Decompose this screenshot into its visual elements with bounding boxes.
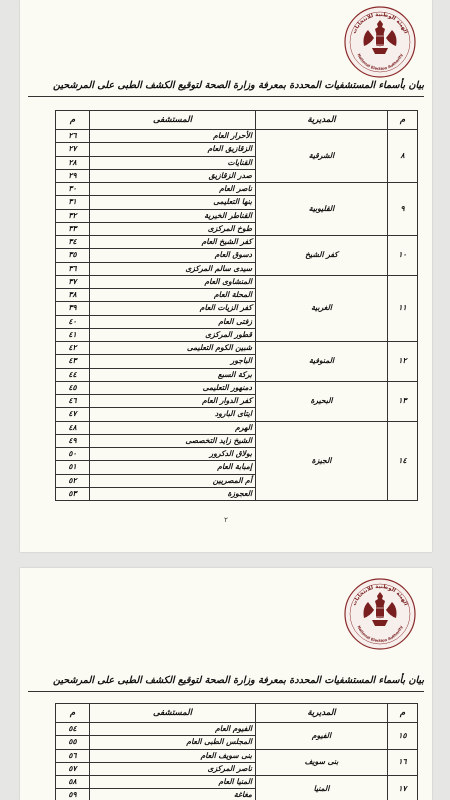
svg-text:National Election Authority: National Election Authority [356,52,404,72]
hospital-number-cell: ٥١ [56,461,90,474]
hospital-number-cell: ٥٩ [56,789,90,800]
table-body [56,130,418,501]
svg-text:الهيئة الوطنية للانتخابات: الهيئة الوطنية للانتخابات [351,11,409,35]
hospital-number-cell: ٥٧ [56,762,90,775]
table-row [56,342,418,355]
table-body [56,723,418,800]
hospital-name-cell: ناصر العام [90,183,256,196]
hospital-number-cell: ٢٩ [56,169,90,182]
group-number-cell: ٨ [388,130,418,183]
hospital-name-cell: طوخ المركزى [90,222,256,235]
group-number-cell: ١٢ [388,342,418,382]
eagle-seal-icon [338,572,422,656]
hospital-number-cell: ٣٠ [56,183,90,196]
hospital-number-cell: ٤٣ [56,355,90,368]
table-row [56,776,418,789]
hospital-name-cell: شبين الكوم التعليمى [90,342,256,355]
hospital-name-cell: العجوزة [90,487,256,500]
header-directorate: المديرية [256,704,388,723]
directorate-cell: المنوفية [256,342,388,382]
hospital-number-cell: ٥٤ [56,723,90,736]
hospital-name-cell: بركة السبع [90,368,256,381]
eagle-seal-icon [338,0,422,84]
directorate-cell: الجيزة [256,421,388,501]
hospital-name-cell: المحلة العام [90,289,256,302]
hospital-name-cell: الباجور [90,355,256,368]
document-page-2 [20,568,432,800]
hospital-number-cell: ٣٨ [56,289,90,302]
hospital-number-cell: ٢٦ [56,130,90,143]
hospital-number-cell: ٥٣ [56,487,90,500]
directorate-cell: القليوبية [256,183,388,236]
hospital-name-cell: المجلس الطبى العام [90,736,256,749]
hospital-number-cell: ٤٦ [56,395,90,408]
header-number: م [56,111,90,130]
directorate-cell: البحيرة [256,381,388,421]
directorate-cell: الشرقية [256,130,388,183]
hospital-name-cell: بولاق الدكرور [90,448,256,461]
hospital-number-cell: ٤٠ [56,315,90,328]
election-authority-logo [338,0,422,84]
table-row [56,381,418,394]
header-directorate: المديرية [256,111,388,130]
hospital-name-cell: إمبابة العام [90,461,256,474]
table-row [56,275,418,288]
hospital-name-cell: بنها التعليمى [90,196,256,209]
hospital-number-cell: ٣٥ [56,249,90,262]
group-number-cell: ١٣ [388,381,418,421]
group-number-cell: ١٦ [388,749,418,776]
hospital-number-cell: ٤٨ [56,421,90,434]
hospital-name-cell: سيدى سالم المركزى [90,262,256,275]
hospital-name-cell: أم المصريين [90,474,256,487]
hospital-name-cell: القنايات [90,156,256,169]
hospital-name-cell: القناطر الخيرية [90,209,256,222]
hospital-number-cell: ٥٨ [56,776,90,789]
table-row [56,723,418,736]
hospital-name-cell: صدر الزقازيق [90,169,256,182]
hospital-number-cell: ٤١ [56,328,90,341]
hospital-number-cell: ٣١ [56,196,90,209]
table-header-row [56,111,418,130]
hospital-name-cell: كفر الشيخ العام [90,236,256,249]
hospital-name-cell: الفيوم العام [90,723,256,736]
hospital-number-cell: ٢٨ [56,156,90,169]
hospital-number-cell: ٣٣ [56,222,90,235]
directorate-cell: بنى سويف [256,749,388,776]
hospital-number-cell: ٣٢ [56,209,90,222]
hospital-name-cell: ناصر المركزى [90,762,256,775]
table-header-row [56,704,418,723]
document-title: بيان بأسماء المستشفيات المحددة بمعرفة وزارة الصحة لتوقيع الكشف الطبى على المرشحين [53,675,424,686]
table-row [56,130,418,143]
hospital-number-cell: ٢٧ [56,143,90,156]
hospital-name-cell: دسوق العام [90,249,256,262]
hospital-name-cell: الأحرار العام [90,130,256,143]
hospitals-table [55,110,418,501]
hospital-number-cell: ٣٩ [56,302,90,315]
group-number-cell: ١٥ [388,723,418,750]
hospital-name-cell: مغاغة [90,789,256,800]
hospital-name-cell: دمنهور التعليمى [90,381,256,394]
group-number-cell: ١٤ [388,421,418,501]
group-number-cell: ١١ [388,275,418,341]
svg-text:National Election Authority: National Election Authority [356,624,404,644]
header-index: م [388,704,418,723]
directorate-cell: كفر الشيخ [256,236,388,276]
hospital-name-cell: الهرم [90,421,256,434]
hospital-number-cell: ٤٩ [56,434,90,447]
hospital-name-cell: المنشاوى العام [90,275,256,288]
hospital-number-cell: ٣٦ [56,262,90,275]
hospital-number-cell: ٥٦ [56,749,90,762]
title-underline [28,691,424,692]
hospital-number-cell: ٥٢ [56,474,90,487]
hospital-number-cell: ٣٧ [56,275,90,288]
page-number: ٢ [224,516,228,524]
hospital-number-cell: ٤٥ [56,381,90,394]
table-row [56,236,418,249]
hospital-name-cell: الزقازيق العام [90,143,256,156]
directorate-cell: الغربية [256,275,388,341]
hospital-name-cell: بنى سويف العام [90,749,256,762]
table-row [56,421,418,434]
hospital-number-cell: ٤٤ [56,368,90,381]
document-page-1 [20,0,432,552]
hospital-name-cell: كفر الدوار العام [90,395,256,408]
hospital-name-cell: قطور المركزى [90,328,256,341]
hospital-number-cell: ٣٤ [56,236,90,249]
hospital-number-cell: ٥٥ [56,736,90,749]
hospitals-table [55,703,418,800]
hospital-name-cell: ايتاى البارود [90,408,256,421]
table-row [56,749,418,762]
directorate-cell: الفيوم [256,723,388,750]
hospital-name-cell: المنيا العام [90,776,256,789]
hospital-number-cell: ٤٧ [56,408,90,421]
document-title: بيان بأسماء المستشفيات المحددة بمعرفة وزارة الصحة لتوقيع الكشف الطبى على المرشحين [53,80,424,91]
hospital-name-cell: كفر الزيات العام [90,302,256,315]
svg-text:الهيئة الوطنية للانتخابات: الهيئة الوطنية للانتخابات [351,583,409,607]
directorate-cell: المنيا [256,776,388,800]
hospital-number-cell: ٥٠ [56,448,90,461]
election-authority-logo [338,572,422,656]
table-row [56,183,418,196]
header-hospital: المستشفى [90,111,256,130]
group-number-cell: ١٠ [388,236,418,276]
group-number-cell: ٩ [388,183,418,236]
header-hospital: المستشفى [90,704,256,723]
header-number: م [56,704,90,723]
hospital-name-cell: زفتى العام [90,315,256,328]
title-underline [28,96,424,97]
hospital-number-cell: ٤٢ [56,342,90,355]
header-index: م [388,111,418,130]
group-number-cell: ١٧ [388,776,418,800]
hospital-name-cell: الشيخ زايد التخصصى [90,434,256,447]
